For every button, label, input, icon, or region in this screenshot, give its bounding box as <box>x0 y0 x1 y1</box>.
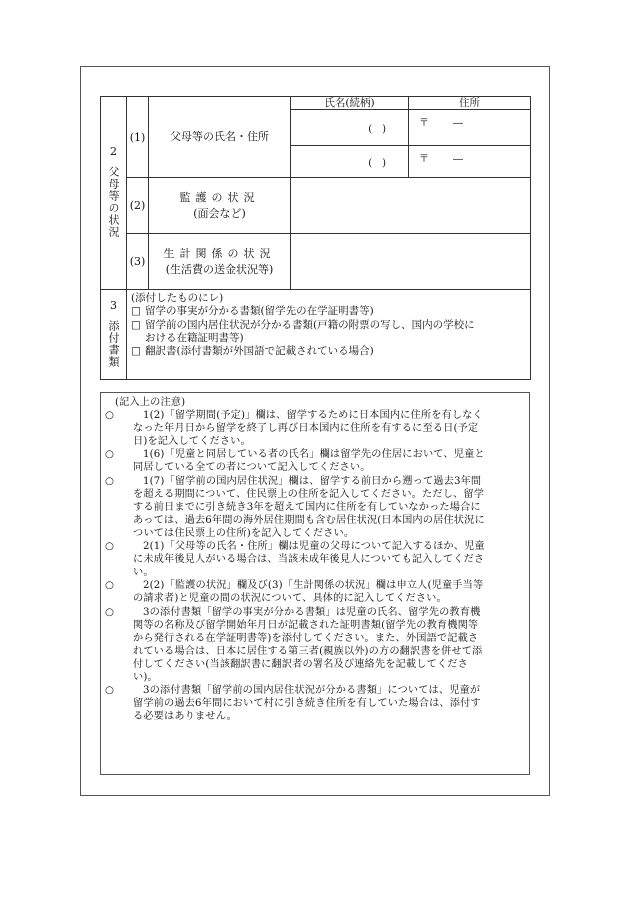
row2-label <box>149 178 291 234</box>
note-line: の請求者)と児童の間の状況について、具体的に記入してください。 <box>133 593 447 605</box>
note-item <box>105 684 525 723</box>
checkbox-attachment-2[interactable]: □ <box>131 318 141 331</box>
note-item <box>105 579 525 605</box>
note-bullet: ○ <box>105 410 115 422</box>
note-bullet: ○ <box>105 449 115 461</box>
row3-label-main: 生計関係の状況 <box>163 246 276 260</box>
note-line: に未成年後見人がいる場合は、当該未成年後見人についても記入してくださ <box>133 554 485 566</box>
note-line: 留学前の過去6年間において村に引き続き住所を有していた場合は、添付す <box>133 698 481 710</box>
guardian1-address-field[interactable] <box>409 110 531 146</box>
note-text <box>133 475 525 540</box>
note-line: 2(2)「監護の状況」欄及び(3)「生計関係の状況」欄は申立人(児童手当等 <box>143 580 484 592</box>
row3-number: (3) <box>127 234 149 290</box>
note-line: 1(6)「児童と同居している者の氏名」欄は留学先の住居において、児童と <box>143 449 485 461</box>
note-item <box>105 448 525 474</box>
attachment-3-label: 翻訳書(添付書類が外国語で記載されている場合) <box>145 345 374 358</box>
note-line: 3の添付書類「留学前の国内居住状況が分かる書類」については、児童が <box>143 685 481 697</box>
attachments-instruction: (添付したものにレ) <box>131 292 224 304</box>
note-item <box>105 475 525 540</box>
section3-number: 3 <box>110 298 117 312</box>
row2-label-main: 監護の状況 <box>179 190 260 204</box>
postal-mark: 〒 <box>419 154 429 165</box>
row1-label: 父母等の氏名・住所 <box>149 97 291 178</box>
header-name-relation: 氏名(続柄) <box>291 97 409 110</box>
note-line: 3の添付書類「留学の事実が分かる書類」は児童の氏名、留学先の教育機 <box>143 606 481 618</box>
note-line: い)。 <box>133 671 158 683</box>
guardian1-name-field[interactable] <box>291 110 409 146</box>
section3-heading <box>101 290 127 380</box>
note-bullet: ○ <box>105 475 115 487</box>
guardian2-address-field[interactable] <box>409 146 531 178</box>
row1-number: (1) <box>127 97 149 178</box>
attachment-item <box>131 345 526 358</box>
note-text <box>133 684 525 723</box>
section2-heading <box>101 97 127 290</box>
note-line: あっては、過去6年間の海外居住期間も含む居住状況(日本国内の居住状況に <box>133 514 485 526</box>
notes-list <box>105 409 525 723</box>
note-line: 1(2)「留学期間(予定)」欄は、留学するために日本国内に住所を有しなく <box>143 410 483 422</box>
note-line: ついては住民票上の住所)を記入してください。 <box>133 527 355 539</box>
note-text <box>133 579 525 605</box>
custody-status-field[interactable] <box>291 178 531 234</box>
guardian1-relation-paren: ( ) <box>368 124 386 135</box>
note-line: 同居している全ての者について記入してください。 <box>133 462 371 474</box>
livelihood-status-field[interactable] <box>291 234 531 290</box>
postal-dash: ― <box>453 118 463 129</box>
note-line: 2(1)「父母等の氏名・住所」欄は児童の父母について記入するほか、児童 <box>143 541 485 553</box>
note-line: を超える期間について、住民票上の住所を記入してください。ただし、留学 <box>133 488 485 500</box>
note-text <box>133 540 525 579</box>
section2-number: 2 <box>110 145 117 158</box>
note-bullet: ○ <box>105 541 115 553</box>
row2-label-sub: (面会など) <box>193 206 246 220</box>
header-address: 住所 <box>409 97 531 110</box>
note-line: れている場合は、日本に居住する第三者(親族以外)の方の翻訳書を併せて添 <box>133 645 483 657</box>
note-line: から発行される在学証明書等)を添付してください。また、外国語で記載さ <box>133 632 479 644</box>
note-text <box>133 606 525 685</box>
guardian-status-table <box>100 96 531 380</box>
row3-label <box>149 234 291 290</box>
note-line: なった年月日から留学を終了し再び日本国内に住所を有するに至る日(予定 <box>133 423 479 435</box>
section3-title: 添付書類 <box>107 319 120 368</box>
note-line: 付してください(当該翻訳書に翻訳者の署名及び連絡先を記載してくださ <box>133 658 468 670</box>
note-line: 関等の名称及び留学開始年月日が記載された証明書類(留学先の教育機関等 <box>133 619 479 631</box>
row2-number: (2) <box>127 178 149 234</box>
note-line: する前日までに引き続き3年を超えて国内に住所を有していなかった場合に <box>133 501 481 513</box>
note-line: い。 <box>133 567 154 579</box>
note-item <box>105 606 525 685</box>
note-item <box>105 540 525 579</box>
attachment-2-label: 留学前の国内居住状況が分かる書類(戸籍の附票の写し、国内の学校に <box>145 318 475 331</box>
section2-title: 父母等の状況 <box>107 166 120 238</box>
note-line: 日)を記入してください。 <box>133 436 251 448</box>
row3-label-sub: (生活費の送金状況等) <box>165 262 274 276</box>
postal-mark: 〒 <box>419 118 429 129</box>
note-bullet: ○ <box>105 685 115 697</box>
attachment-item <box>131 305 526 318</box>
guardian2-relation-paren: ( ) <box>368 158 386 169</box>
note-text <box>133 409 525 448</box>
note-item <box>105 409 525 448</box>
checkbox-attachment-1[interactable]: □ <box>131 305 141 318</box>
attachment-item <box>131 319 526 332</box>
guardian2-name-field[interactable] <box>291 146 409 178</box>
note-text <box>133 448 525 474</box>
attachments-cell <box>127 290 531 380</box>
attachment-1-label: 留学の事実が分かる書類(留学先の在学証明書等) <box>145 305 374 318</box>
notes-title: (記入上の注意) <box>115 397 186 408</box>
checkbox-attachment-3[interactable]: □ <box>131 345 141 358</box>
note-bullet: ○ <box>105 606 115 618</box>
postal-dash: ― <box>453 154 463 165</box>
note-line: る必要はありません。 <box>133 711 237 723</box>
note-bullet: ○ <box>105 580 115 592</box>
notes-box <box>100 392 530 775</box>
note-line: 1(7)「留学前の国内居住状況」欄は、留学する前日から遡って過去3年間 <box>143 475 482 487</box>
attachment-2-label-cont: おける在籍証明書等) <box>145 331 244 344</box>
